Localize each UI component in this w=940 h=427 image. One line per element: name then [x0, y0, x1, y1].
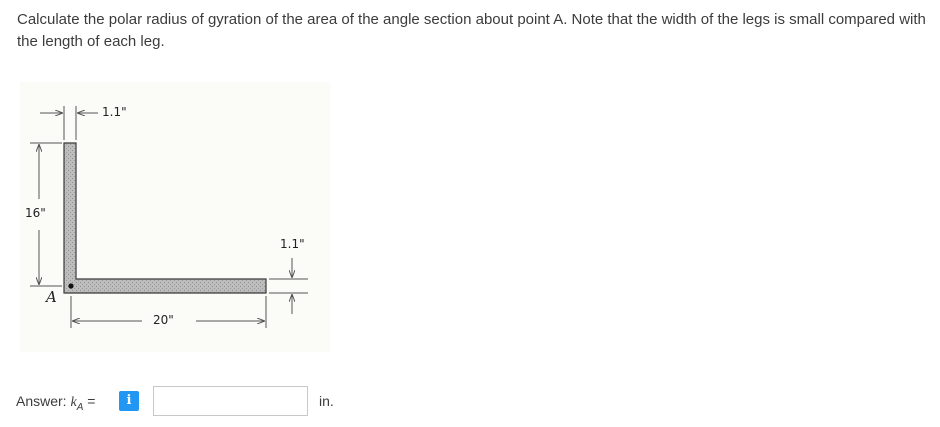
dim-top-width-label: 1.1"	[102, 105, 127, 119]
k-subscript: A	[76, 401, 84, 413]
dim-right-width-label: 1.1"	[280, 237, 305, 251]
question-text: Calculate the polar radius of gyration of the area of the angle section about point A. Note that the width of the legs is small compared with the length of each leg.	[17, 11, 926, 50]
k-symbol: k	[70, 395, 77, 410]
equals-sign: =	[83, 393, 96, 409]
angle-section-figure	[20, 82, 330, 352]
info-icon[interactable]: i	[119, 391, 139, 411]
answer-label	[16, 393, 95, 413]
answer-input[interactable]	[153, 386, 308, 416]
unit-label: in.	[319, 393, 334, 409]
answer-prefix: Answer:	[16, 393, 71, 409]
angle-section-drawing	[20, 82, 330, 352]
point-a-label: A	[46, 288, 57, 306]
dim-height-label: 16"	[25, 206, 46, 220]
dim-bottom-length-label: 20"	[153, 313, 174, 327]
point-a-marker	[68, 283, 73, 288]
angle-section-shape	[64, 143, 266, 293]
